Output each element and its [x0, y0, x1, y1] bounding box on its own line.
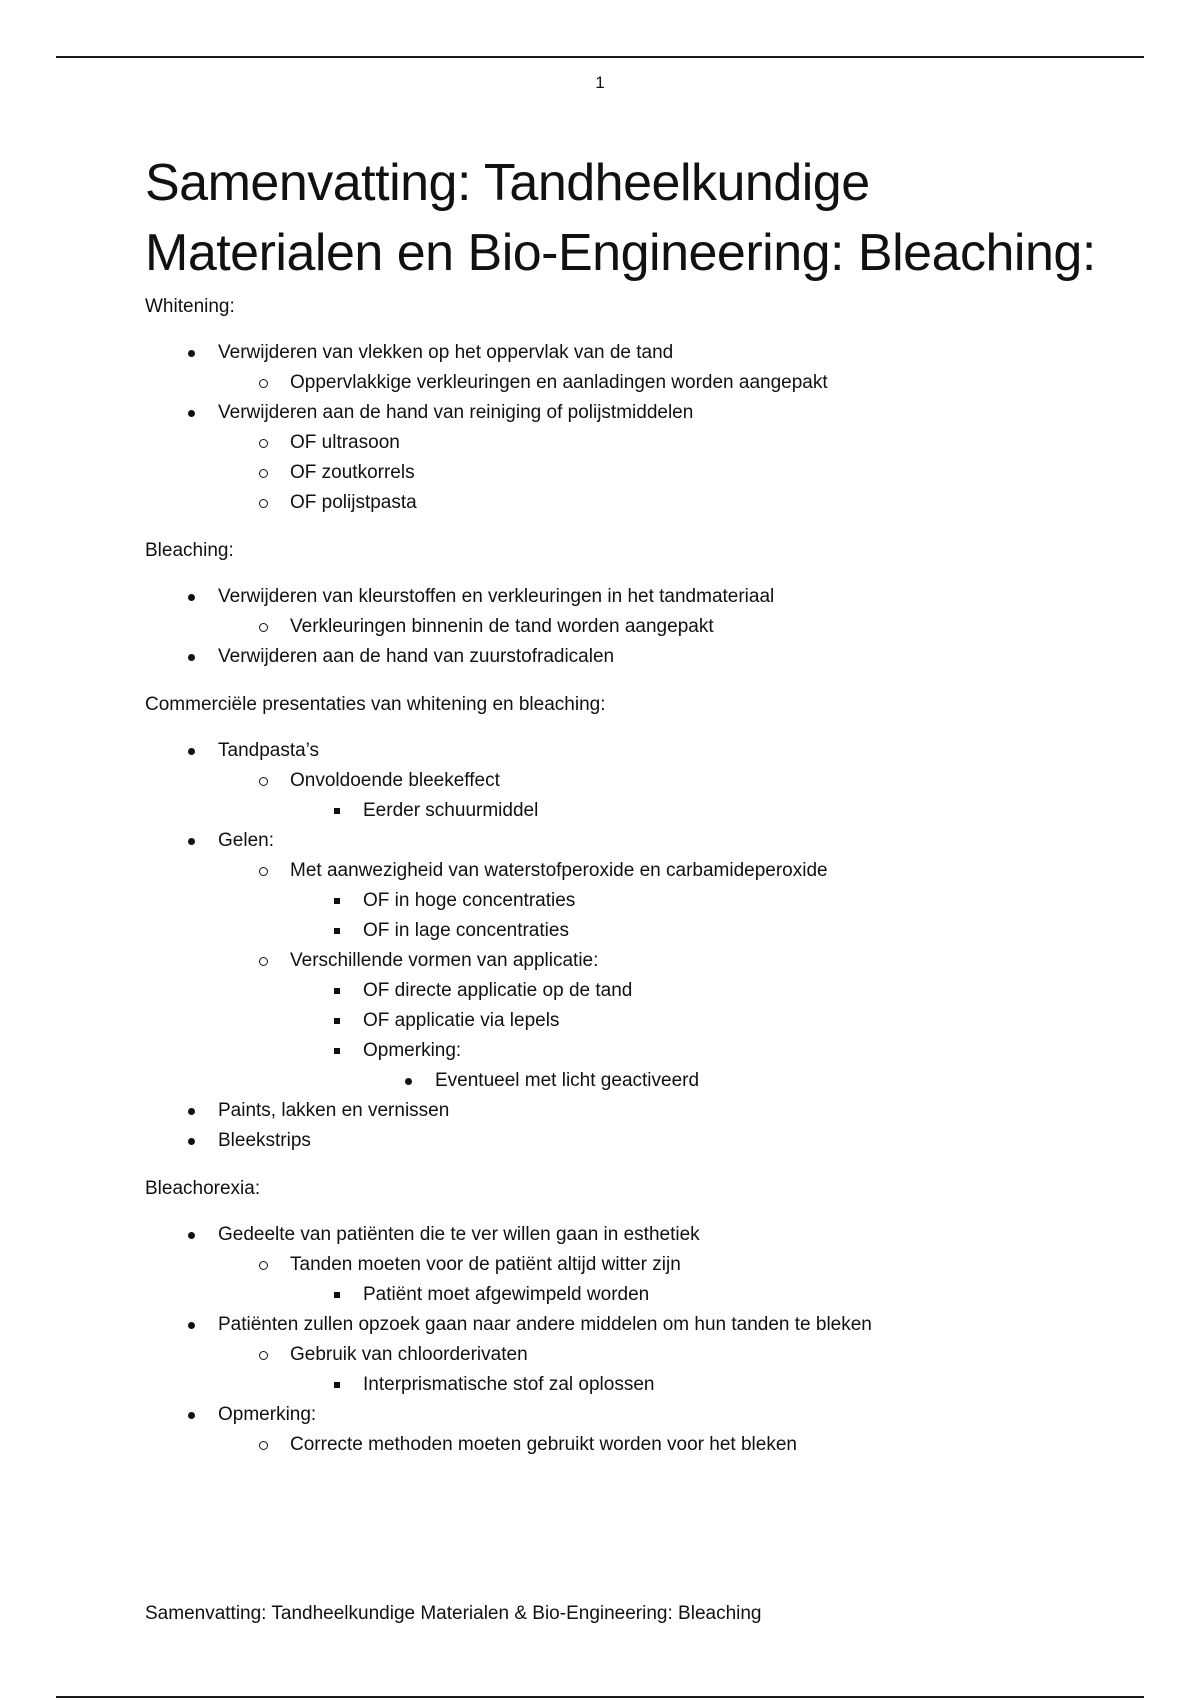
list-item-text: Oppervlakkige verkleuringen en aanladingen worden aangepakt	[290, 372, 828, 393]
list-item-text: Verwijderen aan de hand van zuurstofradicalen	[218, 646, 615, 667]
list-item-text: Onvoldoende bleekeffect	[290, 770, 500, 791]
list-item	[145, 916, 1105, 946]
list-item-text: Met aanwezigheid van waterstofperoxide en carbamideperoxide	[290, 860, 828, 881]
list-item-text: OF in hoge concentraties	[363, 890, 576, 911]
list-item-text: Verkleuringen binnenin de tand worden aangepakt	[290, 616, 714, 637]
section-heading: Commerciële presentaties van whitening en bleaching:	[145, 694, 606, 715]
list-item	[145, 1340, 1105, 1370]
list-item-text: Eventueel met licht geactiveerd	[435, 1070, 700, 1091]
document-title	[145, 148, 1105, 288]
list-item-text: Gebruik van chloorderivaten	[290, 1344, 528, 1365]
list-item	[145, 1006, 1105, 1036]
page-number: 1	[595, 73, 605, 92]
list-item	[145, 338, 1105, 368]
list-item	[145, 1280, 1105, 1310]
list-item-text: Opmerking:	[218, 1404, 317, 1425]
title-line-1: Samenvatting: Tandheelkundige	[145, 154, 870, 212]
list-item	[145, 458, 1105, 488]
list-item	[145, 1126, 1105, 1156]
list-item	[145, 1036, 1105, 1066]
list-item-text: Interprismatische stof zal oplossen	[363, 1374, 655, 1395]
document-body	[145, 148, 1105, 1480]
list-item-text: Verwijderen van vlekken op het oppervlak van de tand	[218, 342, 674, 363]
section-heading: Whitening:	[145, 296, 235, 317]
list-item	[145, 582, 1105, 612]
bullet-list	[145, 736, 1105, 1156]
list-item-text: Opmerking:	[363, 1040, 462, 1061]
section-heading: Bleaching:	[145, 540, 234, 561]
list-item-text: OF in lage concentraties	[363, 920, 569, 941]
list-item	[145, 1370, 1105, 1400]
list-item	[145, 796, 1105, 826]
sections-container	[145, 294, 1105, 1460]
list-item-text: Tandpasta’s	[218, 740, 320, 761]
list-item-text: OF directe applicatie op de tand	[363, 980, 633, 1001]
list-item-text: Patiënt moet afgewimpeld worden	[363, 1284, 650, 1305]
list-item	[145, 736, 1105, 766]
list-item-text: OF applicatie via lepels	[363, 1010, 560, 1031]
list-item	[145, 946, 1105, 976]
list-item-text: Patiënten zullen opzoek gaan naar andere middelen om hun tanden te bleken	[218, 1314, 872, 1335]
section-heading: Bleachorexia:	[145, 1178, 261, 1199]
list-item	[145, 886, 1105, 916]
list-item	[145, 1066, 1105, 1096]
bullet-list	[145, 338, 1105, 518]
list-item	[145, 612, 1105, 642]
list-item	[145, 856, 1105, 886]
list-item-text: Eerder schuurmiddel	[363, 800, 539, 821]
list-item-text: Tanden moeten voor de patiënt altijd witter zijn	[290, 1254, 681, 1275]
list-item	[145, 368, 1105, 398]
list-item	[145, 398, 1105, 428]
list-item-text: Verwijderen van kleurstoffen en verkleuringen in het tandmateriaal	[218, 586, 775, 607]
list-item-text: OF zoutkorrels	[290, 462, 415, 483]
list-item-text: OF ultrasoon	[290, 432, 400, 453]
list-item	[145, 1250, 1105, 1280]
list-item	[145, 1400, 1105, 1430]
list-item	[145, 826, 1105, 856]
list-item	[145, 1430, 1105, 1460]
list-item-text: OF polijstpasta	[290, 492, 417, 513]
list-item	[145, 428, 1105, 458]
list-item-text: Verwijderen aan de hand van reiniging of polijstmiddelen	[218, 402, 694, 423]
bullet-list	[145, 1220, 1105, 1460]
list-item-text: Gedeelte van patiënten die te ver willen gaan in esthetiek	[218, 1224, 700, 1245]
page-footer: Samenvatting: Tandheelkundige Materialen & Bio-Engineering: Bleaching	[145, 1603, 762, 1624]
list-item	[145, 766, 1105, 796]
header-rule	[56, 56, 1144, 58]
title-line-2: Materialen en Bio-Engineering: Bleaching:	[145, 224, 1096, 282]
bullet-list	[145, 582, 1105, 672]
list-item	[145, 1096, 1105, 1126]
list-item-text: Gelen:	[218, 830, 274, 851]
list-item-text: Correcte methoden moeten gebruikt worden voor het bleken	[290, 1434, 797, 1455]
footer-rule	[56, 1696, 1144, 1698]
list-item	[145, 1310, 1105, 1340]
list-item	[145, 1220, 1105, 1250]
list-item-text: Verschillende vormen van applicatie:	[290, 950, 599, 971]
list-item-text: Bleekstrips	[218, 1130, 311, 1151]
list-item	[145, 642, 1105, 672]
list-item-text: Paints, lakken en vernissen	[218, 1100, 450, 1121]
list-item	[145, 976, 1105, 1006]
list-item	[145, 488, 1105, 518]
